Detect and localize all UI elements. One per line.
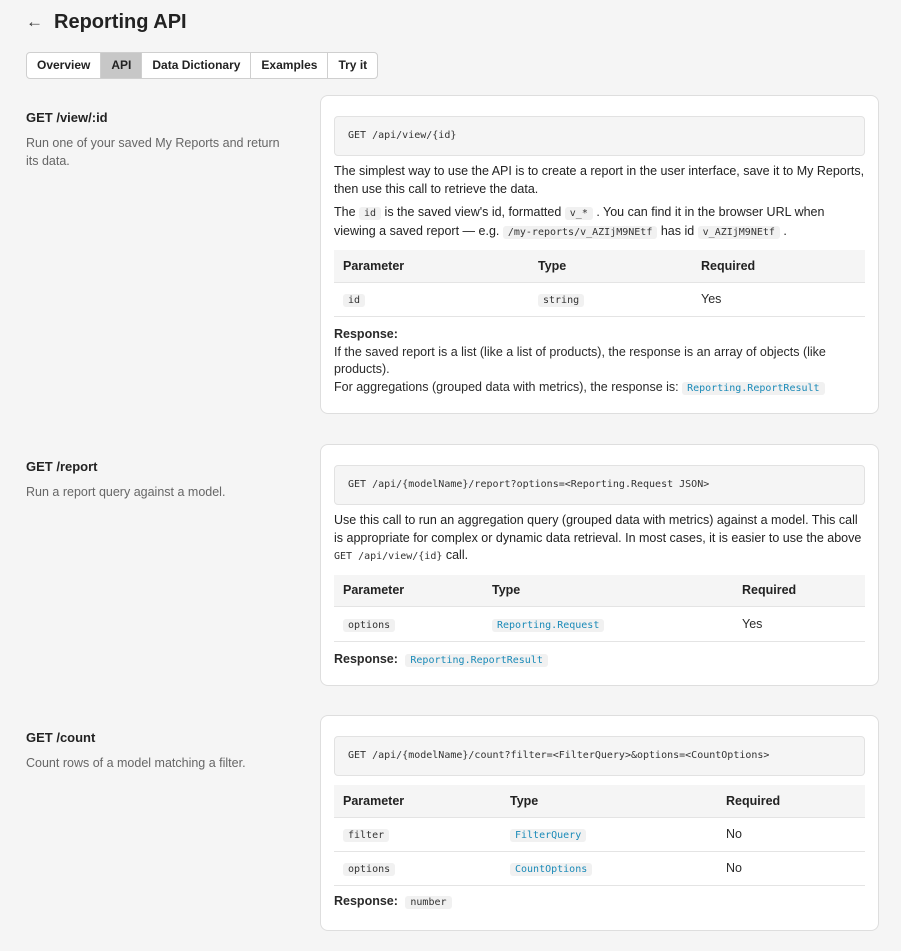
table-row (334, 851, 865, 885)
table-header: Type (483, 575, 733, 607)
param-name: options (343, 619, 395, 632)
section-title: GET /count (26, 730, 96, 745)
param-required: Yes (692, 282, 865, 316)
param-required: No (717, 851, 865, 885)
tab-bar (26, 52, 378, 79)
response-block (334, 326, 865, 397)
response-label: Response: (334, 327, 398, 341)
response-type: number (405, 896, 451, 909)
page-title: Reporting API (54, 10, 187, 33)
tab-api[interactable]: API (101, 53, 142, 78)
response-text: If the saved report is a list (like a list of products), the response is an array of objects (like products). (334, 344, 826, 376)
description-paragraph: Use this call to run an aggregation query (grouped data with metrics) against a model. This call is appropriate for complex or dynamic data retrieval. In most cases, it is easier to use the above GET /api/view/{id} call. (334, 513, 862, 562)
table-header: Parameter (334, 575, 483, 607)
param-name: filter (343, 829, 389, 842)
section-description: Run one of your saved My Reports and return its data. (26, 136, 280, 168)
table-header: Parameter (334, 250, 529, 282)
param-required: Yes (733, 607, 865, 641)
response-label: Response: (334, 651, 398, 666)
endpoint-card-count (320, 715, 879, 931)
parameter-table (334, 250, 865, 316)
section-count-info (26, 730, 288, 772)
endpoint-code: GET /api/view/{id} (334, 116, 865, 156)
inline-code: GET /api/view/{id} (334, 551, 443, 562)
page-header (26, 8, 187, 36)
param-name: id (343, 294, 365, 307)
param-name: options (343, 863, 395, 876)
inline-code: v_* (565, 207, 593, 220)
section-view-info (26, 110, 288, 170)
tab-try-it[interactable]: Try it (338, 58, 368, 72)
description-paragraph: The simplest way to use the API is to create a report in the user interface, save it to My Reports, then use this call to retrieve the data. (334, 164, 865, 196)
inline-code: id (359, 207, 381, 220)
response-text: For aggregations (grouped data with metrics), the response is: (334, 379, 683, 394)
id-format-paragraph: The id is the saved view's id, formatted v_* . You can find it in the browser URL when viewing a saved report — e.g. /my-reports/v_AZIjM9NEtf has id v_AZIjM9NEtf . (334, 205, 825, 238)
tab-examples[interactable]: Examples (251, 53, 328, 78)
response-block (334, 651, 865, 670)
response-type-link[interactable]: Reporting.ReportResult (682, 382, 824, 395)
table-header: Required (692, 250, 865, 282)
section-description: Run a report query against a model. (26, 485, 226, 499)
endpoint-card-report (320, 444, 879, 686)
section-description: Count rows of a model matching a filter. (26, 756, 246, 770)
inline-code: v_AZIjM9NEtf (698, 226, 780, 239)
table-header: Parameter (334, 785, 501, 817)
parameter-table (334, 575, 865, 641)
table-header: Type (529, 250, 692, 282)
endpoint-card-view (320, 95, 879, 414)
table-header: Required (717, 785, 865, 817)
param-type-link[interactable]: Reporting.Request (492, 619, 604, 632)
tab-data-dictionary[interactable]: Data Dictionary (142, 53, 251, 78)
section-title: GET /report (26, 459, 98, 474)
section-report-info (26, 459, 288, 501)
inline-code: /my-reports/v_AZIjM9NEtf (503, 226, 658, 239)
endpoint-code: GET /api/{modelName}/count?filter=<FilterQuery>&options=<CountOptions> (334, 736, 865, 776)
table-row (334, 282, 865, 316)
table-row (334, 817, 865, 851)
response-type-link[interactable]: Reporting.ReportResult (405, 654, 547, 667)
section-title: GET /view/:id (26, 110, 108, 125)
response-label: Response: (334, 894, 398, 908)
endpoint-code: GET /api/{modelName}/report?options=<Reporting.Request JSON> (334, 465, 865, 505)
parameter-table (334, 785, 865, 885)
table-row (334, 607, 865, 641)
back-arrow-icon[interactable]: ← (26, 12, 43, 31)
table-header: Type (501, 785, 717, 817)
tab-overview[interactable]: Overview (27, 53, 101, 78)
param-required: No (717, 817, 865, 851)
param-type: string (538, 294, 584, 307)
param-type-link[interactable]: CountOptions (510, 863, 592, 876)
response-block (334, 893, 865, 912)
table-header: Required (733, 575, 865, 607)
param-type-link[interactable]: FilterQuery (510, 829, 586, 842)
